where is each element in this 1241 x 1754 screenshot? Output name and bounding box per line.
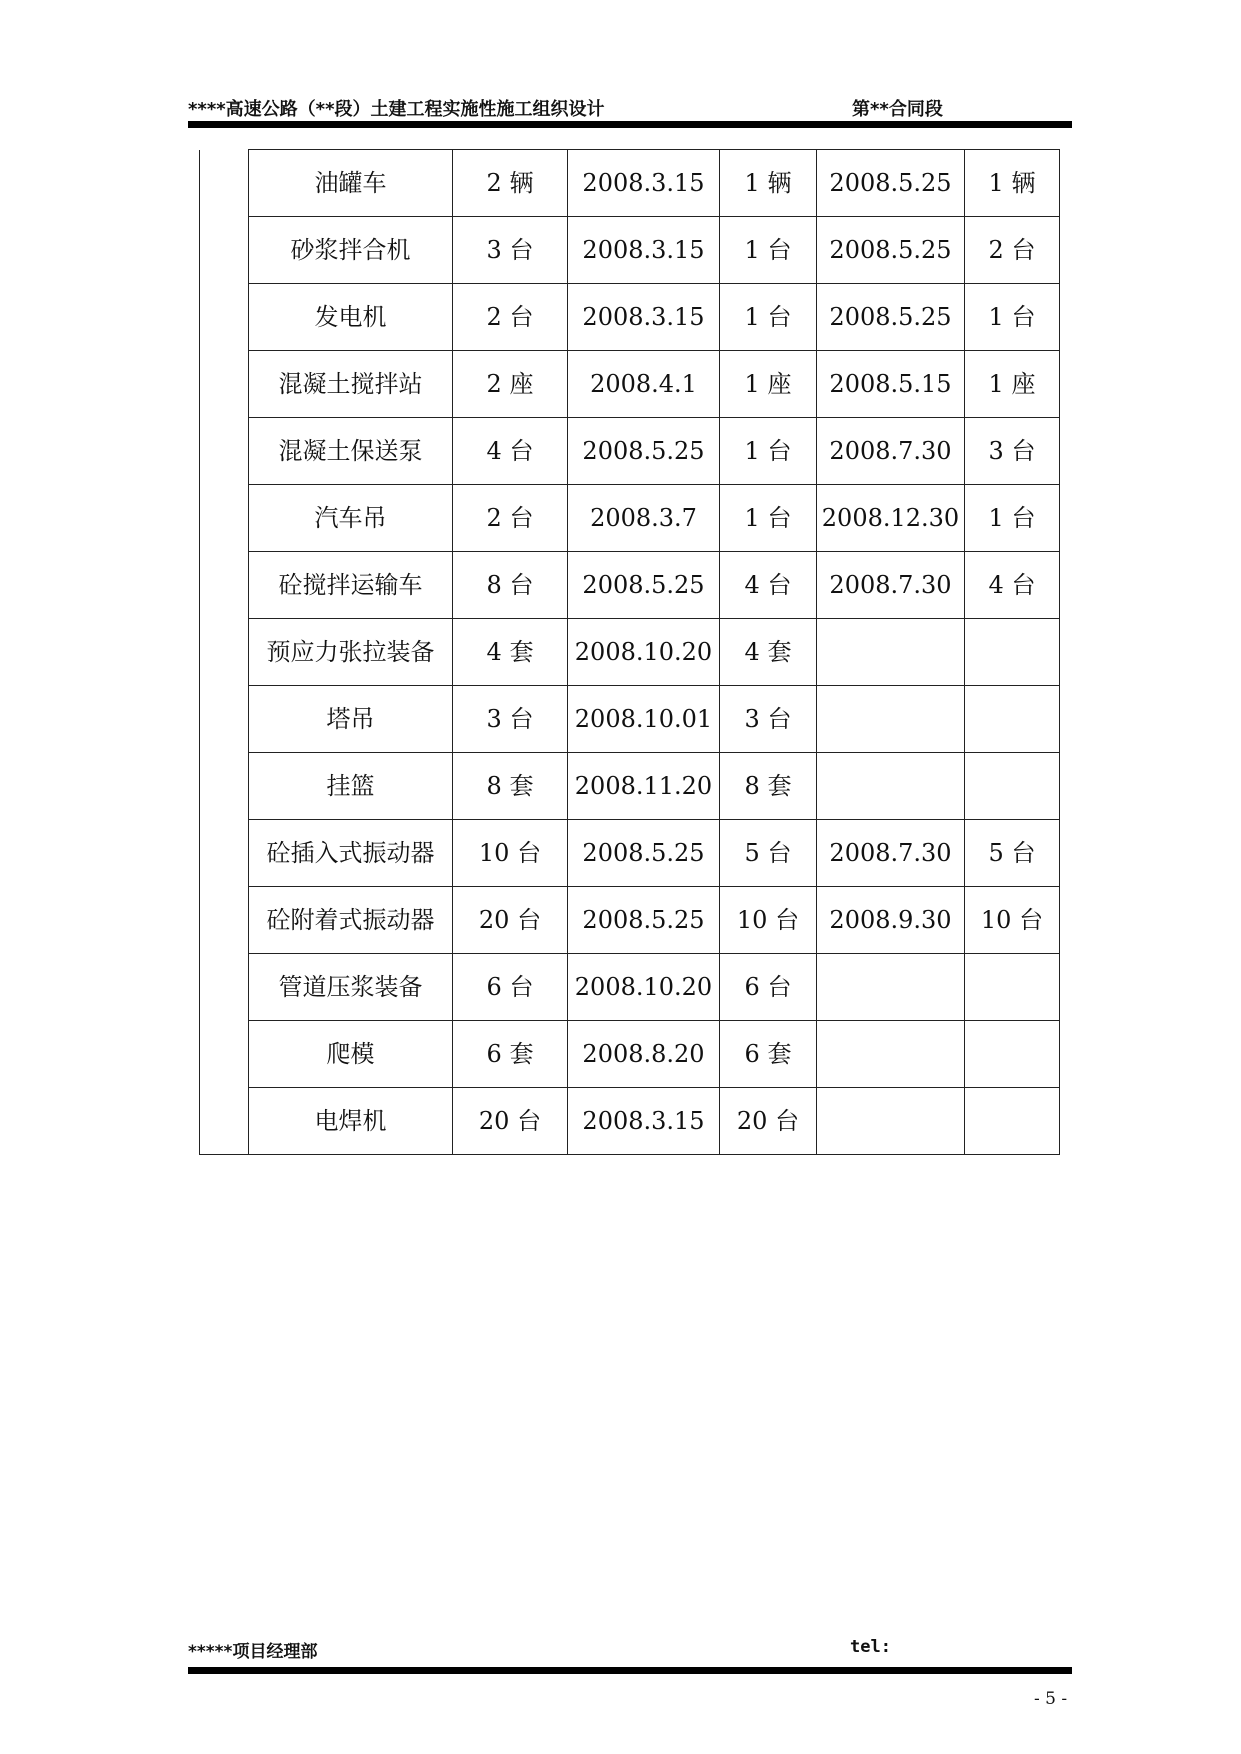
table-row (200, 1088, 1060, 1155)
first-qty-cell: 20 台 (720, 1088, 817, 1155)
equipment-name-cell: 砼附着式振动器 (249, 887, 453, 954)
second-date-cell: 2008.7.30 (817, 418, 965, 485)
first-qty-cell: 4 套 (720, 619, 817, 686)
total-qty-cell: 3 台 (453, 686, 568, 753)
first-qty-cell: 4 台 (720, 552, 817, 619)
category-blank-cell (200, 150, 249, 1155)
equipment-name-cell: 油罐车 (249, 150, 453, 217)
second-date-cell (817, 619, 965, 686)
second-date-cell: 2008.9.30 (817, 887, 965, 954)
total-qty-cell: 4 台 (453, 418, 568, 485)
second-date-cell (817, 954, 965, 1021)
second-qty-cell: 1 台 (965, 485, 1060, 552)
document-title: ****高速公路（**段）土建工程实施性施工组织设计 (188, 99, 605, 120)
equipment-name-cell: 砼插入式振动器 (249, 820, 453, 887)
header-rule (188, 121, 1072, 128)
first-qty-cell: 6 台 (720, 954, 817, 1021)
first-date-cell: 2008.3.15 (568, 1088, 720, 1155)
total-qty-cell: 8 套 (453, 753, 568, 820)
first-qty-cell: 6 套 (720, 1021, 817, 1088)
total-qty-cell: 20 台 (453, 1088, 568, 1155)
total-qty-cell: 8 台 (453, 552, 568, 619)
equipment-name-cell: 管道压浆装备 (249, 954, 453, 1021)
first-date-cell: 2008.4.1 (568, 351, 720, 418)
table-row (200, 485, 1060, 552)
total-qty-cell: 2 座 (453, 351, 568, 418)
equipment-name-cell: 汽车吊 (249, 485, 453, 552)
second-date-cell: 2008.7.30 (817, 552, 965, 619)
project-department: *****项目经理部 (188, 1642, 318, 1662)
footer-rule (188, 1667, 1072, 1674)
total-qty-cell: 2 辆 (453, 150, 568, 217)
table-row (200, 552, 1060, 619)
table-row (200, 150, 1060, 217)
first-date-cell: 2008.11.20 (568, 753, 720, 820)
table-row (200, 217, 1060, 284)
second-qty-cell (965, 619, 1060, 686)
first-qty-cell: 1 台 (720, 418, 817, 485)
second-date-cell (817, 1021, 965, 1088)
total-qty-cell: 4 套 (453, 619, 568, 686)
second-date-cell (817, 686, 965, 753)
first-date-cell: 2008.5.25 (568, 552, 720, 619)
table-row (200, 418, 1060, 485)
first-qty-cell: 5 台 (720, 820, 817, 887)
first-date-cell: 2008.3.15 (568, 217, 720, 284)
table-row (200, 619, 1060, 686)
equipment-name-cell: 塔吊 (249, 686, 453, 753)
second-date-cell: 2008.7.30 (817, 820, 965, 887)
second-qty-cell: 2 台 (965, 217, 1060, 284)
second-qty-cell (965, 1021, 1060, 1088)
total-qty-cell: 6 台 (453, 954, 568, 1021)
equipment-name-cell: 砼搅拌运输车 (249, 552, 453, 619)
first-date-cell: 2008.10.01 (568, 686, 720, 753)
total-qty-cell: 10 台 (453, 820, 568, 887)
first-date-cell: 2008.5.25 (568, 418, 720, 485)
second-qty-cell: 4 台 (965, 552, 1060, 619)
first-qty-cell: 1 台 (720, 284, 817, 351)
second-qty-cell (965, 686, 1060, 753)
second-qty-cell: 1 台 (965, 284, 1060, 351)
second-qty-cell: 3 台 (965, 418, 1060, 485)
page-header (188, 95, 1072, 119)
tel-label: tel: (850, 1637, 891, 1657)
equipment-name-cell: 预应力张拉装备 (249, 619, 453, 686)
equipment-name-cell: 砂浆拌合机 (249, 217, 453, 284)
table-row (200, 686, 1060, 753)
total-qty-cell: 2 台 (453, 485, 568, 552)
second-date-cell: 2008.5.15 (817, 351, 965, 418)
contract-section: 第**合同段 (852, 99, 943, 120)
table-row (200, 753, 1060, 820)
table-row (200, 887, 1060, 954)
second-qty-cell: 1 座 (965, 351, 1060, 418)
first-date-cell: 2008.10.20 (568, 954, 720, 1021)
first-qty-cell: 3 台 (720, 686, 817, 753)
first-qty-cell: 1 台 (720, 217, 817, 284)
table-row (200, 1021, 1060, 1088)
first-date-cell: 2008.3.7 (568, 485, 720, 552)
second-qty-cell: 10 台 (965, 887, 1060, 954)
second-date-cell (817, 753, 965, 820)
equipment-name-cell: 爬模 (249, 1021, 453, 1088)
second-qty-cell (965, 1088, 1060, 1155)
table-row (200, 351, 1060, 418)
table-row (200, 820, 1060, 887)
equipment-name-cell: 挂篮 (249, 753, 453, 820)
first-qty-cell: 1 辆 (720, 150, 817, 217)
equipment-table-body (200, 150, 1060, 1155)
second-date-cell (817, 1088, 965, 1155)
equipment-name-cell: 混凝土保送泵 (249, 418, 453, 485)
total-qty-cell: 20 台 (453, 887, 568, 954)
equipment-name-cell: 电焊机 (249, 1088, 453, 1155)
first-qty-cell: 1 台 (720, 485, 817, 552)
equipment-schedule-table (199, 149, 1060, 1155)
first-date-cell: 2008.10.20 (568, 619, 720, 686)
second-date-cell: 2008.12.30 (817, 485, 965, 552)
equipment-name-cell: 混凝土搅拌站 (249, 351, 453, 418)
page-footer (188, 1637, 1072, 1661)
total-qty-cell: 6 套 (453, 1021, 568, 1088)
table-row (200, 284, 1060, 351)
second-qty-cell: 1 辆 (965, 150, 1060, 217)
first-qty-cell: 1 座 (720, 351, 817, 418)
second-qty-cell (965, 954, 1060, 1021)
first-date-cell: 2008.3.15 (568, 150, 720, 217)
second-qty-cell: 5 台 (965, 820, 1060, 887)
second-date-cell: 2008.5.25 (817, 150, 965, 217)
first-date-cell: 2008.8.20 (568, 1021, 720, 1088)
first-date-cell: 2008.3.15 (568, 284, 720, 351)
second-date-cell: 2008.5.25 (817, 284, 965, 351)
second-qty-cell (965, 753, 1060, 820)
first-date-cell: 2008.5.25 (568, 820, 720, 887)
first-qty-cell: 10 台 (720, 887, 817, 954)
second-date-cell: 2008.5.25 (817, 217, 965, 284)
first-qty-cell: 8 套 (720, 753, 817, 820)
page-number: - 5 - (1034, 1689, 1068, 1709)
table-row (200, 954, 1060, 1021)
total-qty-cell: 3 台 (453, 217, 568, 284)
equipment-name-cell: 发电机 (249, 284, 453, 351)
first-date-cell: 2008.5.25 (568, 887, 720, 954)
total-qty-cell: 2 台 (453, 284, 568, 351)
